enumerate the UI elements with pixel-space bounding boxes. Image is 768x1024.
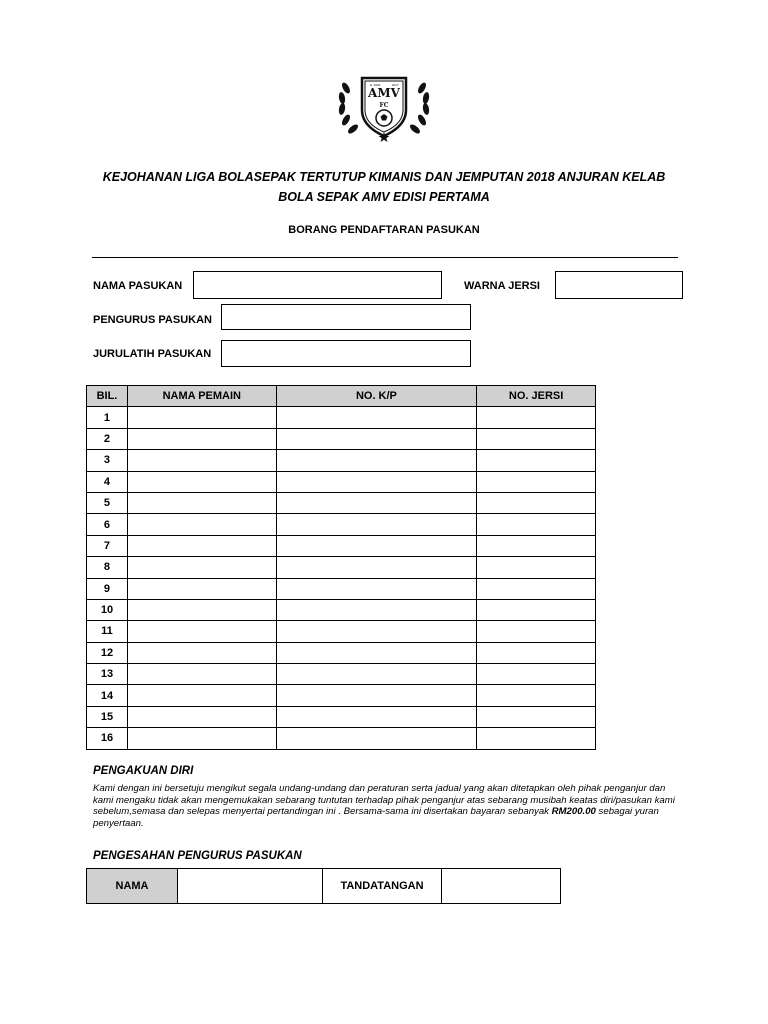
player-row — [87, 492, 596, 513]
ic-number-cell[interactable] — [276, 450, 477, 471]
jersey-number-cell[interactable] — [477, 728, 596, 749]
player-row — [87, 685, 596, 706]
player-name-cell[interactable] — [127, 621, 276, 642]
ic-number-cell[interactable] — [276, 428, 477, 449]
form-subtitle: BORANG PENDAFTARAN PASUKAN — [288, 224, 480, 236]
svg-text:AMV: AMV — [368, 86, 400, 100]
player-row-number: 7 — [87, 535, 128, 556]
player-row-number: 16 — [87, 728, 128, 749]
player-row-number: 8 — [87, 557, 128, 578]
player-row-number: 1 — [87, 407, 128, 428]
ic-number-cell[interactable] — [276, 535, 477, 556]
jersey-number-cell[interactable] — [477, 492, 596, 513]
player-row — [87, 514, 596, 535]
ic-number-cell[interactable] — [276, 514, 477, 535]
ic-number-cell[interactable] — [276, 599, 477, 620]
player-name-cell[interactable] — [127, 685, 276, 706]
player-name-cell[interactable] — [127, 535, 276, 556]
column-header-player-name: NAMA PEMAIN — [127, 386, 276, 407]
column-header-jersey-number: NO. JERSI — [477, 386, 596, 407]
jersey-color-label: WARNA JERSI — [464, 280, 540, 292]
jersey-number-cell[interactable] — [477, 685, 596, 706]
player-row-number: 4 — [87, 471, 128, 492]
player-row — [87, 407, 596, 428]
player-row-number: 9 — [87, 578, 128, 599]
player-name-cell[interactable] — [127, 450, 276, 471]
ic-number-cell[interactable] — [276, 407, 477, 428]
jersey-number-cell[interactable] — [477, 471, 596, 492]
player-row — [87, 728, 596, 749]
ic-number-cell[interactable] — [276, 471, 477, 492]
jersey-color-field[interactable] — [555, 271, 683, 299]
declaration-body-end: sebagai yuran penyertaan. — [93, 806, 659, 829]
team-name-label: NAMA PASUKAN — [93, 280, 183, 292]
player-name-cell[interactable] — [127, 706, 276, 727]
player-row-number: 12 — [87, 642, 128, 663]
name-input-cell[interactable] — [178, 869, 323, 904]
entry-fee-amount: RM200.00 — [551, 806, 596, 818]
player-row-number: 14 — [87, 685, 128, 706]
header-divider — [92, 257, 678, 258]
player-row-number: 6 — [87, 514, 128, 535]
amv-fc-crest-icon — [332, 70, 436, 144]
jersey-number-cell[interactable] — [477, 578, 596, 599]
ic-number-cell[interactable] — [276, 664, 477, 685]
manager-field[interactable] — [221, 304, 471, 330]
declaration-text — [93, 783, 683, 829]
jersey-number-cell[interactable] — [477, 557, 596, 578]
ic-number-cell[interactable] — [276, 642, 477, 663]
players-table-header — [87, 386, 596, 407]
svg-text:E. 2003: E. 2003 — [370, 83, 381, 87]
player-name-cell[interactable] — [127, 407, 276, 428]
player-row — [87, 428, 596, 449]
player-row-number: 5 — [87, 492, 128, 513]
player-row — [87, 450, 596, 471]
player-name-cell[interactable] — [127, 514, 276, 535]
jersey-number-cell[interactable] — [477, 428, 596, 449]
svg-text:2017: 2017 — [392, 83, 399, 87]
player-row-number: 10 — [87, 599, 128, 620]
player-name-cell[interactable] — [127, 557, 276, 578]
jersey-number-cell[interactable] — [477, 450, 596, 471]
ic-number-cell[interactable] — [276, 578, 477, 599]
ic-number-cell[interactable] — [276, 557, 477, 578]
player-row-number: 3 — [87, 450, 128, 471]
player-row-number: 11 — [87, 621, 128, 642]
player-row — [87, 599, 596, 620]
column-header-bil: BIL. — [87, 386, 128, 407]
player-row-number: 15 — [87, 706, 128, 727]
signature-table — [86, 868, 561, 904]
declaration-body: Kami dengan ini bersetuju mengikut segala undang-undang dan peraturan serta jadual yang akan ditetapkan oleh pihak penganjur dan kami mengaku tidak akan mengemukakan sebarang tuntutan terhadap pihak penganjur atas sebarang musibah keatas diri/pasukan kami sebelum,semasa dan selepas menyertai pertandingan ini . Bersama-sama ini disertakan bayaran sebanyak — [93, 783, 675, 818]
coach-label: JURULATIH PASUKAN — [93, 348, 212, 360]
tournament-title-line-2: BOLA SEPAK AMV EDISI PERTAMA — [278, 190, 490, 204]
svg-text:FC: FC — [379, 102, 389, 109]
ic-number-cell[interactable] — [276, 685, 477, 706]
tournament-title-line-1: KEJOHANAN LIGA BOLASEPAK TERTUTUP KIMANIS DAN JEMPUTAN 2018 ANJURAN KELAB — [102, 170, 666, 184]
player-name-cell[interactable] — [127, 664, 276, 685]
player-name-cell[interactable] — [127, 492, 276, 513]
ic-number-cell[interactable] — [276, 492, 477, 513]
jersey-number-cell[interactable] — [477, 514, 596, 535]
player-row — [87, 706, 596, 727]
players-table — [86, 385, 596, 750]
player-name-cell[interactable] — [127, 599, 276, 620]
coach-field[interactable] — [221, 340, 471, 367]
player-name-cell[interactable] — [127, 578, 276, 599]
player-row — [87, 621, 596, 642]
jersey-number-cell[interactable] — [477, 642, 596, 663]
player-name-cell[interactable] — [127, 428, 276, 449]
player-name-cell[interactable] — [127, 642, 276, 663]
team-name-field[interactable] — [193, 271, 442, 299]
jersey-number-cell[interactable] — [477, 664, 596, 685]
player-row — [87, 471, 596, 492]
amv-fc-logo — [332, 70, 436, 144]
manager-label: PENGURUS PASUKAN — [93, 314, 212, 326]
jersey-number-cell[interactable] — [477, 535, 596, 556]
name-label-cell: NAMA — [87, 869, 178, 904]
ic-number-cell[interactable] — [276, 706, 477, 727]
column-header-ic-number: NO. K/P — [276, 386, 477, 407]
signature-label-cell: TANDATANGAN — [323, 869, 442, 904]
jersey-number-cell[interactable] — [477, 599, 596, 620]
manager-acknowledgement-heading: PENGESAHAN PENGURUS PASUKAN — [93, 850, 302, 862]
player-row — [87, 664, 596, 685]
player-row — [87, 642, 596, 663]
declaration-heading: PENGAKUAN DIRI — [93, 765, 194, 777]
jersey-number-cell[interactable] — [477, 621, 596, 642]
player-row-number: 2 — [87, 428, 128, 449]
ic-number-cell[interactable] — [276, 621, 477, 642]
player-name-cell[interactable] — [127, 471, 276, 492]
signature-input-cell[interactable] — [442, 869, 561, 904]
jersey-number-cell[interactable] — [477, 706, 596, 727]
ic-number-cell[interactable] — [276, 728, 477, 749]
player-name-cell[interactable] — [127, 728, 276, 749]
player-row — [87, 557, 596, 578]
jersey-number-cell[interactable] — [477, 407, 596, 428]
player-row — [87, 535, 596, 556]
player-row — [87, 578, 596, 599]
player-row-number: 13 — [87, 664, 128, 685]
